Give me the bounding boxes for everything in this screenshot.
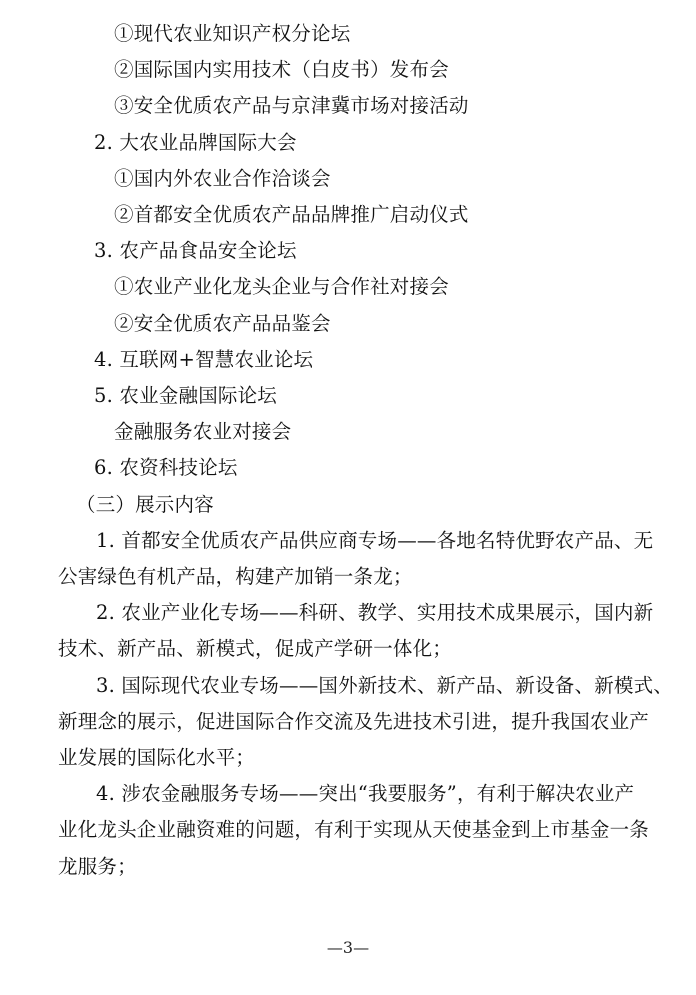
document-line: （三）展示内容 — [76, 492, 214, 516]
document-line: 业发展的国际化水平； — [58, 746, 256, 770]
document-line: 新理念的展示，促进国际合作交流及先进技术引进，提升我国农业产 — [58, 709, 650, 733]
document-line: ②首都安全优质农产品品牌推广启动仪式 — [114, 203, 469, 227]
document-line: 2. 农业产业化专场——科研、教学、实用技术成果展示，国内新 — [96, 601, 654, 625]
document-line: 业化龙头企业融资难的问题，有利于实现从天使基金到上市基金一条 — [58, 818, 650, 842]
document-line: 4. 互联网+智慧农业论坛 — [94, 347, 314, 371]
document-line: ①国内外农业合作洽谈会 — [114, 166, 331, 190]
document-line: ①现代农业知识产权分论坛 — [114, 22, 351, 45]
document-line: ②安全优质农产品品鉴会 — [114, 311, 331, 335]
page-number: —3— — [326, 938, 370, 957]
document-line: 3. 国际现代农业专场——国外新技术、新产品、新设备、新模式、 — [96, 673, 674, 697]
document-line: ①农业产业化龙头企业与合作社对接会 — [114, 275, 449, 299]
document-line: 4. 涉农金融服务专场——突出“我要服务”，有利于解决农业产 — [96, 782, 635, 806]
document-line: 龙服务； — [58, 854, 137, 878]
document-body — [58, 16, 674, 885]
document-line: ③安全优质农产品与京津冀市场对接活动 — [114, 94, 469, 118]
document-line: 6. 农资科技论坛 — [94, 456, 238, 480]
document-line: 公害绿色有机产品，构建产加销一条龙； — [58, 565, 413, 589]
document-line: 2. 大农业品牌国际大会 — [94, 130, 297, 154]
document-line: 3. 农产品食品安全论坛 — [94, 239, 297, 263]
document-line: 技术、新产品、新模式，促成产学研一体化； — [58, 637, 453, 661]
document-line: 5. 农业金融国际论坛 — [94, 384, 278, 408]
document-line: ②国际国内实用技术（白皮书）发布会 — [114, 58, 449, 82]
document-line: 1. 首都安全优质农产品供应商专场——各地名特优野农产品、无 — [96, 528, 654, 552]
document-line: 金融服务农业对接会 — [114, 420, 292, 444]
